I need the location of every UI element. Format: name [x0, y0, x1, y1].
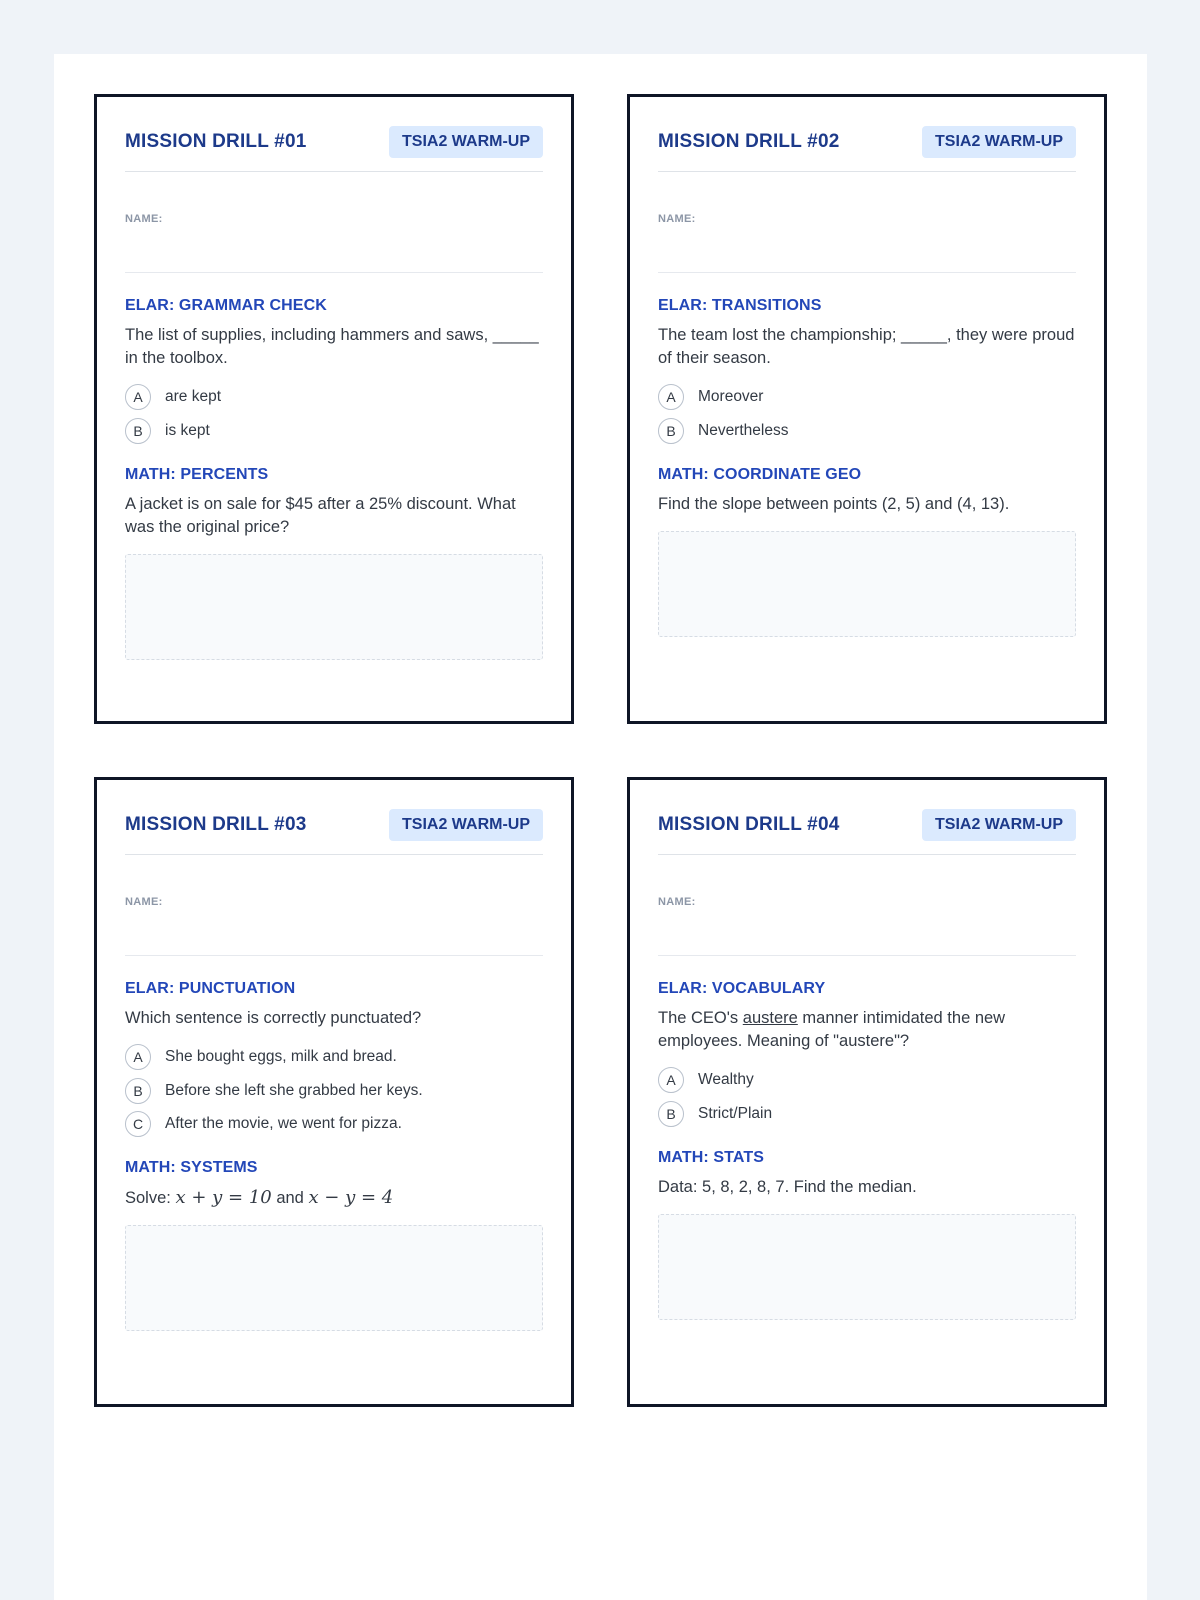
option-b[interactable]: [658, 1101, 1076, 1127]
math-question: Find the slope between points (2, 5) and (4, 13).: [658, 494, 1010, 513]
option-text: Nevertheless: [698, 421, 789, 439]
warmup-badge: TSIA2 WARM-UP: [922, 809, 1076, 841]
math-section-label: MATH: SYSTEMS: [125, 1159, 258, 1176]
name-label: NAME:: [125, 896, 163, 908]
elar-question: The list of supplies, including hammers and saws, _____ in the toolbox.: [125, 326, 539, 367]
option-text: She bought eggs, milk and bread.: [165, 1048, 397, 1065]
work-area[interactable]: [125, 1225, 543, 1331]
card-title: MISSION DRILL #04: [658, 813, 840, 835]
elar-question: [658, 1007, 1076, 1053]
elar-section-label: ELAR: GRAMMAR CHECK: [125, 297, 327, 314]
card-title: MISSION DRILL #02: [658, 130, 840, 152]
option-a[interactable]: [125, 384, 543, 410]
drill-card-01: [94, 94, 574, 724]
option-letter-circle: A: [125, 1044, 151, 1070]
option-c[interactable]: [125, 1111, 543, 1137]
math-section-label: MATH: STATS: [658, 1148, 764, 1166]
option-b[interactable]: [125, 1078, 543, 1104]
option-text: After the movie, we went for pizza.: [165, 1115, 402, 1132]
work-area[interactable]: [125, 554, 543, 660]
name-field[interactable]: [658, 172, 1076, 273]
option-text: Moreover: [698, 388, 764, 405]
warmup-badge: TSIA2 WARM-UP: [389, 126, 543, 158]
option-text: are kept: [165, 388, 222, 405]
equation-2: x − y = 4: [308, 1187, 394, 1208]
option-a[interactable]: [658, 1067, 1076, 1093]
option-text: Strict/Plain: [698, 1104, 773, 1122]
drill-card-04: [627, 777, 1107, 1407]
drill-card-03: [94, 777, 574, 1407]
answer-options: [658, 384, 1076, 444]
option-letter-circle: A: [658, 384, 684, 410]
question-pre: The CEO's: [658, 1009, 743, 1027]
elar-section-label: ELAR: PUNCTUATION: [125, 980, 296, 997]
worksheet-page: [54, 54, 1147, 1600]
option-letter-circle: B: [658, 418, 684, 444]
math-section-label: MATH: PERCENTS: [125, 465, 269, 483]
card-header: [658, 97, 1076, 172]
option-a[interactable]: [658, 384, 1076, 410]
name-label: NAME:: [125, 213, 163, 225]
option-text: Before she left she grabbed her keys.: [165, 1081, 423, 1099]
name-field[interactable]: [125, 172, 543, 273]
work-area[interactable]: [658, 1214, 1076, 1320]
option-b[interactable]: [658, 418, 1076, 444]
question-prefix: Solve:: [125, 1189, 176, 1207]
question-post: manner intimidated the new employees. Meaning of "austere"?: [658, 1009, 1006, 1050]
elar-question: The team lost the championship; _____, they were proud of their season.: [658, 326, 1075, 367]
work-area[interactable]: [658, 531, 1076, 637]
warmup-badge: TSIA2 WARM-UP: [389, 809, 543, 841]
elar-section-label: ELAR: VOCABULARY: [658, 980, 826, 997]
card-header: [125, 780, 543, 855]
name-field[interactable]: [658, 855, 1076, 956]
drill-card-02: [627, 94, 1107, 724]
math-question: A jacket is on sale for $45 after a 25% discount. What was the original price?: [125, 494, 516, 536]
equation-1: x + y = 10: [175, 1187, 272, 1208]
option-letter-circle: C: [125, 1111, 151, 1137]
math-question: [125, 1186, 543, 1210]
math-question: Data: 5, 8, 2, 8, 7. Find the median.: [658, 1177, 917, 1196]
elar-section-label: ELAR: TRANSITIONS: [658, 297, 822, 314]
answer-options: [125, 384, 543, 444]
option-a[interactable]: [125, 1044, 543, 1070]
elar-question: Which sentence is correctly punctuated?: [125, 1009, 422, 1027]
answer-options: [125, 1044, 543, 1137]
option-text: Wealthy: [698, 1071, 754, 1088]
option-letter-circle: A: [125, 384, 151, 410]
card-title: MISSION DRILL #01: [125, 130, 307, 152]
name-label: NAME:: [658, 896, 696, 908]
option-b[interactable]: [125, 418, 543, 444]
card-header: [658, 780, 1076, 855]
option-letter-circle: B: [658, 1101, 684, 1127]
option-letter-circle: B: [125, 1078, 151, 1104]
option-letter-circle: B: [125, 418, 151, 444]
option-text: is kept: [165, 421, 210, 439]
warmup-badge: TSIA2 WARM-UP: [922, 126, 1076, 158]
name-field[interactable]: [125, 855, 543, 956]
option-letter-circle: A: [658, 1067, 684, 1093]
card-header: [125, 97, 543, 172]
math-section-label: MATH: COORDINATE GEO: [658, 465, 862, 483]
name-label: NAME:: [658, 213, 696, 225]
card-title: MISSION DRILL #03: [125, 813, 307, 835]
vocab-word: austere: [742, 1009, 798, 1027]
answer-options: [658, 1067, 1076, 1127]
question-joiner: and: [271, 1189, 309, 1207]
